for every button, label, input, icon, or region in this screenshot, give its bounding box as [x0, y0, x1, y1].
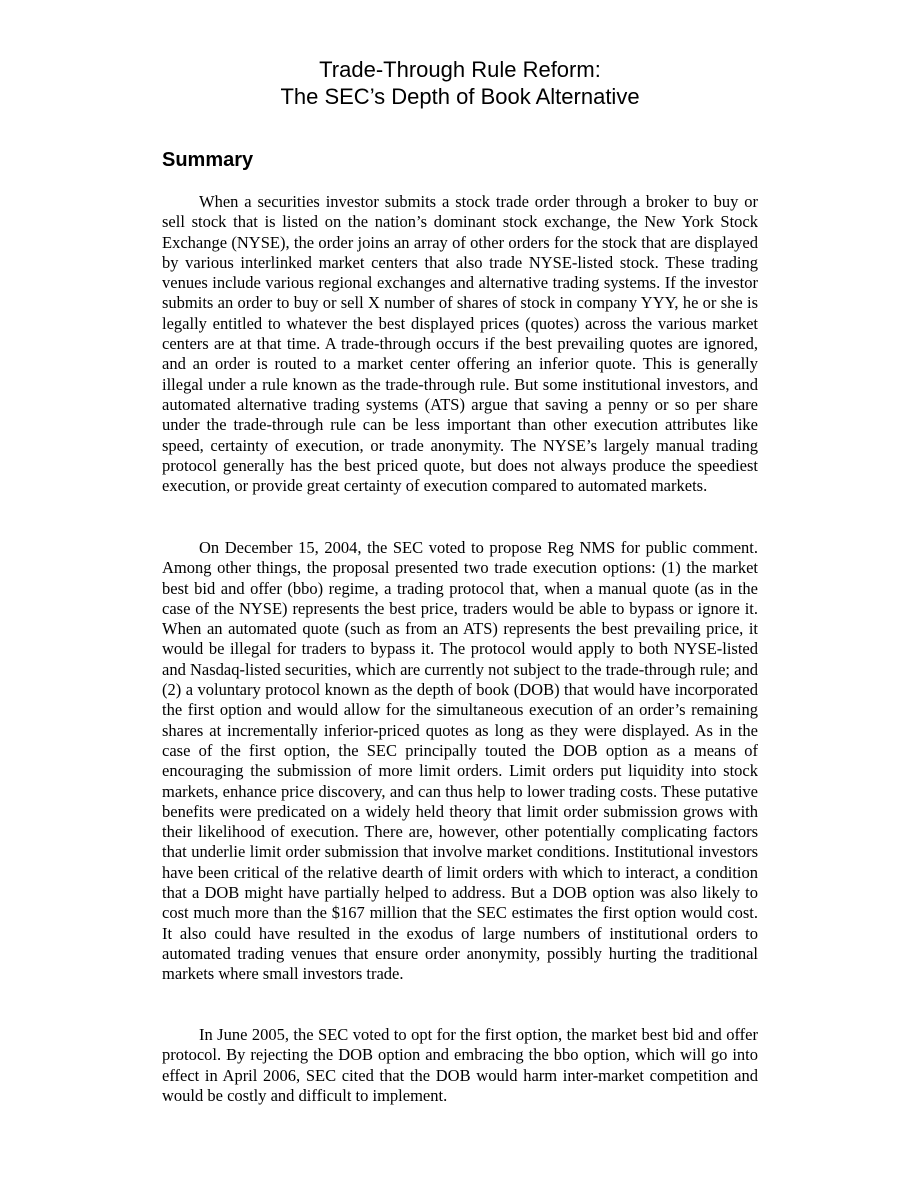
section-heading-summary: Summary: [162, 149, 254, 171]
summary-paragraph-1: When a securities investor submits a stock trade order through a broker to buy or sell stock that is listed on the nation’s dominant stock exchange, the New York Stock Exchange (NYSE), the order joins an array of other orders for the stock that are displayed by various interlinked market centers that also trade NYSE-listed stock. These trading venues include various regional exchanges and alternative trading systems. If the investor submits an order to buy or sell X number of shares of stock in company YYY, he or she is legally entitled to whatever the best displayed prices (quotes) across the various market centers are at that time. A trade-through occurs if the best prevailing quotes are ignored, and an order is routed to a market center offering an inferior quote. This is generally illegal under a rule known as the trade-through rule. But some institutional investors, and automated alternative trading systems (ATS) argue that saving a penny or so per share under the trade-through rule can be less important than other execution attributes like speed, certainty of execution, or trade anonymity. The NYSE’s largely manual trading protocol generally has the best priced quote, but does not always produce the speediest execution, or provide great certainty of execution compared to automated markets.: [162, 192, 758, 496]
title-line-1: Trade-Through Rule Reform:: [319, 57, 601, 82]
title-line-2: The SEC’s Depth of Book Alternative: [280, 84, 640, 109]
summary-paragraph-3: In June 2005, the SEC voted to opt for the first option, the market best bid and offer protocol. By rejecting the DOB option and embracing the bbo option, which will go into effect in April 2006, SEC cited that the DOB would harm inter-market competition and would be costly and difficult to implement.: [162, 1025, 758, 1105]
document-title: [0, 56, 920, 110]
summary-paragraph-2: On December 15, 2004, the SEC voted to propose Reg NMS for public comment. Among other things, the proposal presented two trade execution options: (1) the market best bid and offer (bbo) regime, a trading protocol that, when a manual quote (as in the case of the NYSE) represents the best price, traders would be able to bypass or ignore it. When an automated quote (such as from an ATS) represents the best prevailing price, it would be illegal for traders to bypass it. The protocol would apply to both NYSE-listed and Nasdaq-listed securities, which are currently not subject to the trade-through rule; and (2) a voluntary protocol known as the depth of book (DOB) that would have incorporated the first option and would allow for the simultaneous execution of an order’s remaining shares at incrementally inferior-priced quotes as long as they were displayed. As in the case of the first option, the SEC principally touted the DOB option as a means of encouraging the submission of more limit orders. Limit orders put liquidity into stock markets, enhance price discovery, and can thus help to lower trading costs. These putative benefits were predicated on a widely held theory that limit order submission grows with their likelihood of execution. There are, however, other potentially complicating factors that underlie limit order submission that involve market conditions. Institutional investors have been critical of the relative dearth of limit orders with which to interact, a condition that a DOB might have partially helped to address. But a DOB option was also likely to cost much more than the $167 million that the SEC estimates the first option would cost. It also could have resulted in the exodus of large numbers of institutional orders to automated trading venues that ensure order anonymity, possibly hurting the traditional markets where small investors trade.: [162, 538, 758, 984]
